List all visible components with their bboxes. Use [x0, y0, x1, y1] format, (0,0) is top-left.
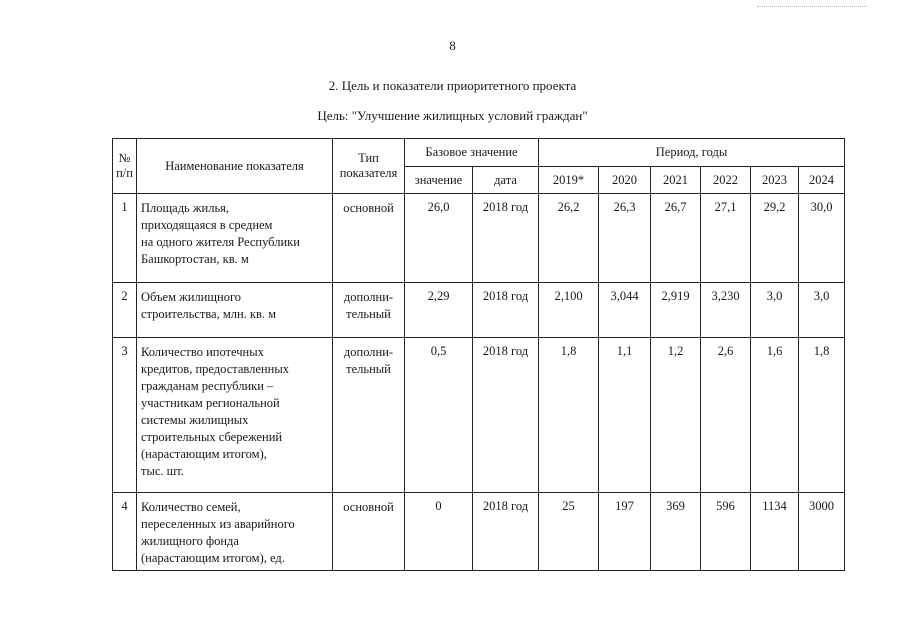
indicator-name: Количество ипотечных кредитов, предоставленных гражданам республики – участникам региональной системы жилищных строительных сбережений (нарастающим итогом), тыс. шт.: [137, 338, 333, 493]
header-period: Период, годы: [539, 139, 845, 167]
scan-artifact: [757, 6, 867, 11]
year-value: 26,7: [651, 194, 701, 283]
year-value: 27,1: [701, 194, 751, 283]
year-value: 3,0: [751, 283, 799, 338]
table-row: [113, 338, 845, 493]
base-date: 2018 год: [473, 493, 539, 571]
table-row: [113, 283, 845, 338]
header-year: 2022: [701, 167, 751, 194]
table-row: [113, 493, 845, 571]
table-row: [113, 194, 845, 283]
year-value: 1,1: [599, 338, 651, 493]
year-value: 26,3: [599, 194, 651, 283]
header-year: 2024: [799, 167, 845, 194]
base-value: 26,0: [405, 194, 473, 283]
page-number: 8: [449, 38, 456, 53]
year-value: 369: [651, 493, 701, 571]
year-value: 29,2: [751, 194, 799, 283]
base-date: 2018 год: [473, 283, 539, 338]
base-value: 2,29: [405, 283, 473, 338]
year-value: 25: [539, 493, 599, 571]
section-title: 2. Цель и показатели приоритетного проекта: [328, 78, 577, 93]
year-value: 3,0: [799, 283, 845, 338]
header-name: Наименование показателя: [137, 139, 333, 194]
year-value: 197: [599, 493, 651, 571]
header-base-date: дата: [473, 167, 539, 194]
indicator-type: дополни- тельный: [333, 338, 405, 493]
row-num: 1: [113, 194, 137, 283]
header-year: 2023: [751, 167, 799, 194]
indicator-type: основной: [333, 194, 405, 283]
year-value: 3,044: [599, 283, 651, 338]
header-num: № п/п: [113, 139, 137, 194]
row-num: 4: [113, 493, 137, 571]
header-type: Тип показателя: [333, 139, 405, 194]
base-value: 0: [405, 493, 473, 571]
header-year: 2021: [651, 167, 701, 194]
indicator-type: основной: [333, 493, 405, 571]
year-value: 30,0: [799, 194, 845, 283]
year-value: 2,6: [701, 338, 751, 493]
year-value: 3,230: [701, 283, 751, 338]
goal-title: Цель: "Улучшение жилищных условий граждан": [317, 108, 588, 123]
year-value: 26,2: [539, 194, 599, 283]
year-value: 3000: [799, 493, 845, 571]
header-year: 2020: [599, 167, 651, 194]
year-value: 2,100: [539, 283, 599, 338]
year-value: 1,8: [799, 338, 845, 493]
header-year: 2019*: [539, 167, 599, 194]
year-value: 596: [701, 493, 751, 571]
year-value: 1,8: [539, 338, 599, 493]
row-num: 3: [113, 338, 137, 493]
indicator-name: Объем жилищного строительства, млн. кв. м: [137, 283, 333, 338]
year-value: 1,2: [651, 338, 701, 493]
indicator-name: Площадь жилья, приходящаяся в среднем на одного жителя Республики Башкортостан, кв. м: [137, 194, 333, 283]
year-value: 1,6: [751, 338, 799, 493]
base-date: 2018 год: [473, 194, 539, 283]
indicator-type: дополни- тельный: [333, 283, 405, 338]
year-value: 2,919: [651, 283, 701, 338]
row-num: 2: [113, 283, 137, 338]
header-base: Базовое значение: [405, 139, 539, 167]
header-base-value: значение: [405, 167, 473, 194]
indicator-name: Количество семей, переселенных из аварийного жилищного фонда (нарастающим итогом), ед.: [137, 493, 333, 571]
base-value: 0,5: [405, 338, 473, 493]
year-value: 1134: [751, 493, 799, 571]
base-date: 2018 год: [473, 338, 539, 493]
indicators-table: [112, 138, 845, 571]
